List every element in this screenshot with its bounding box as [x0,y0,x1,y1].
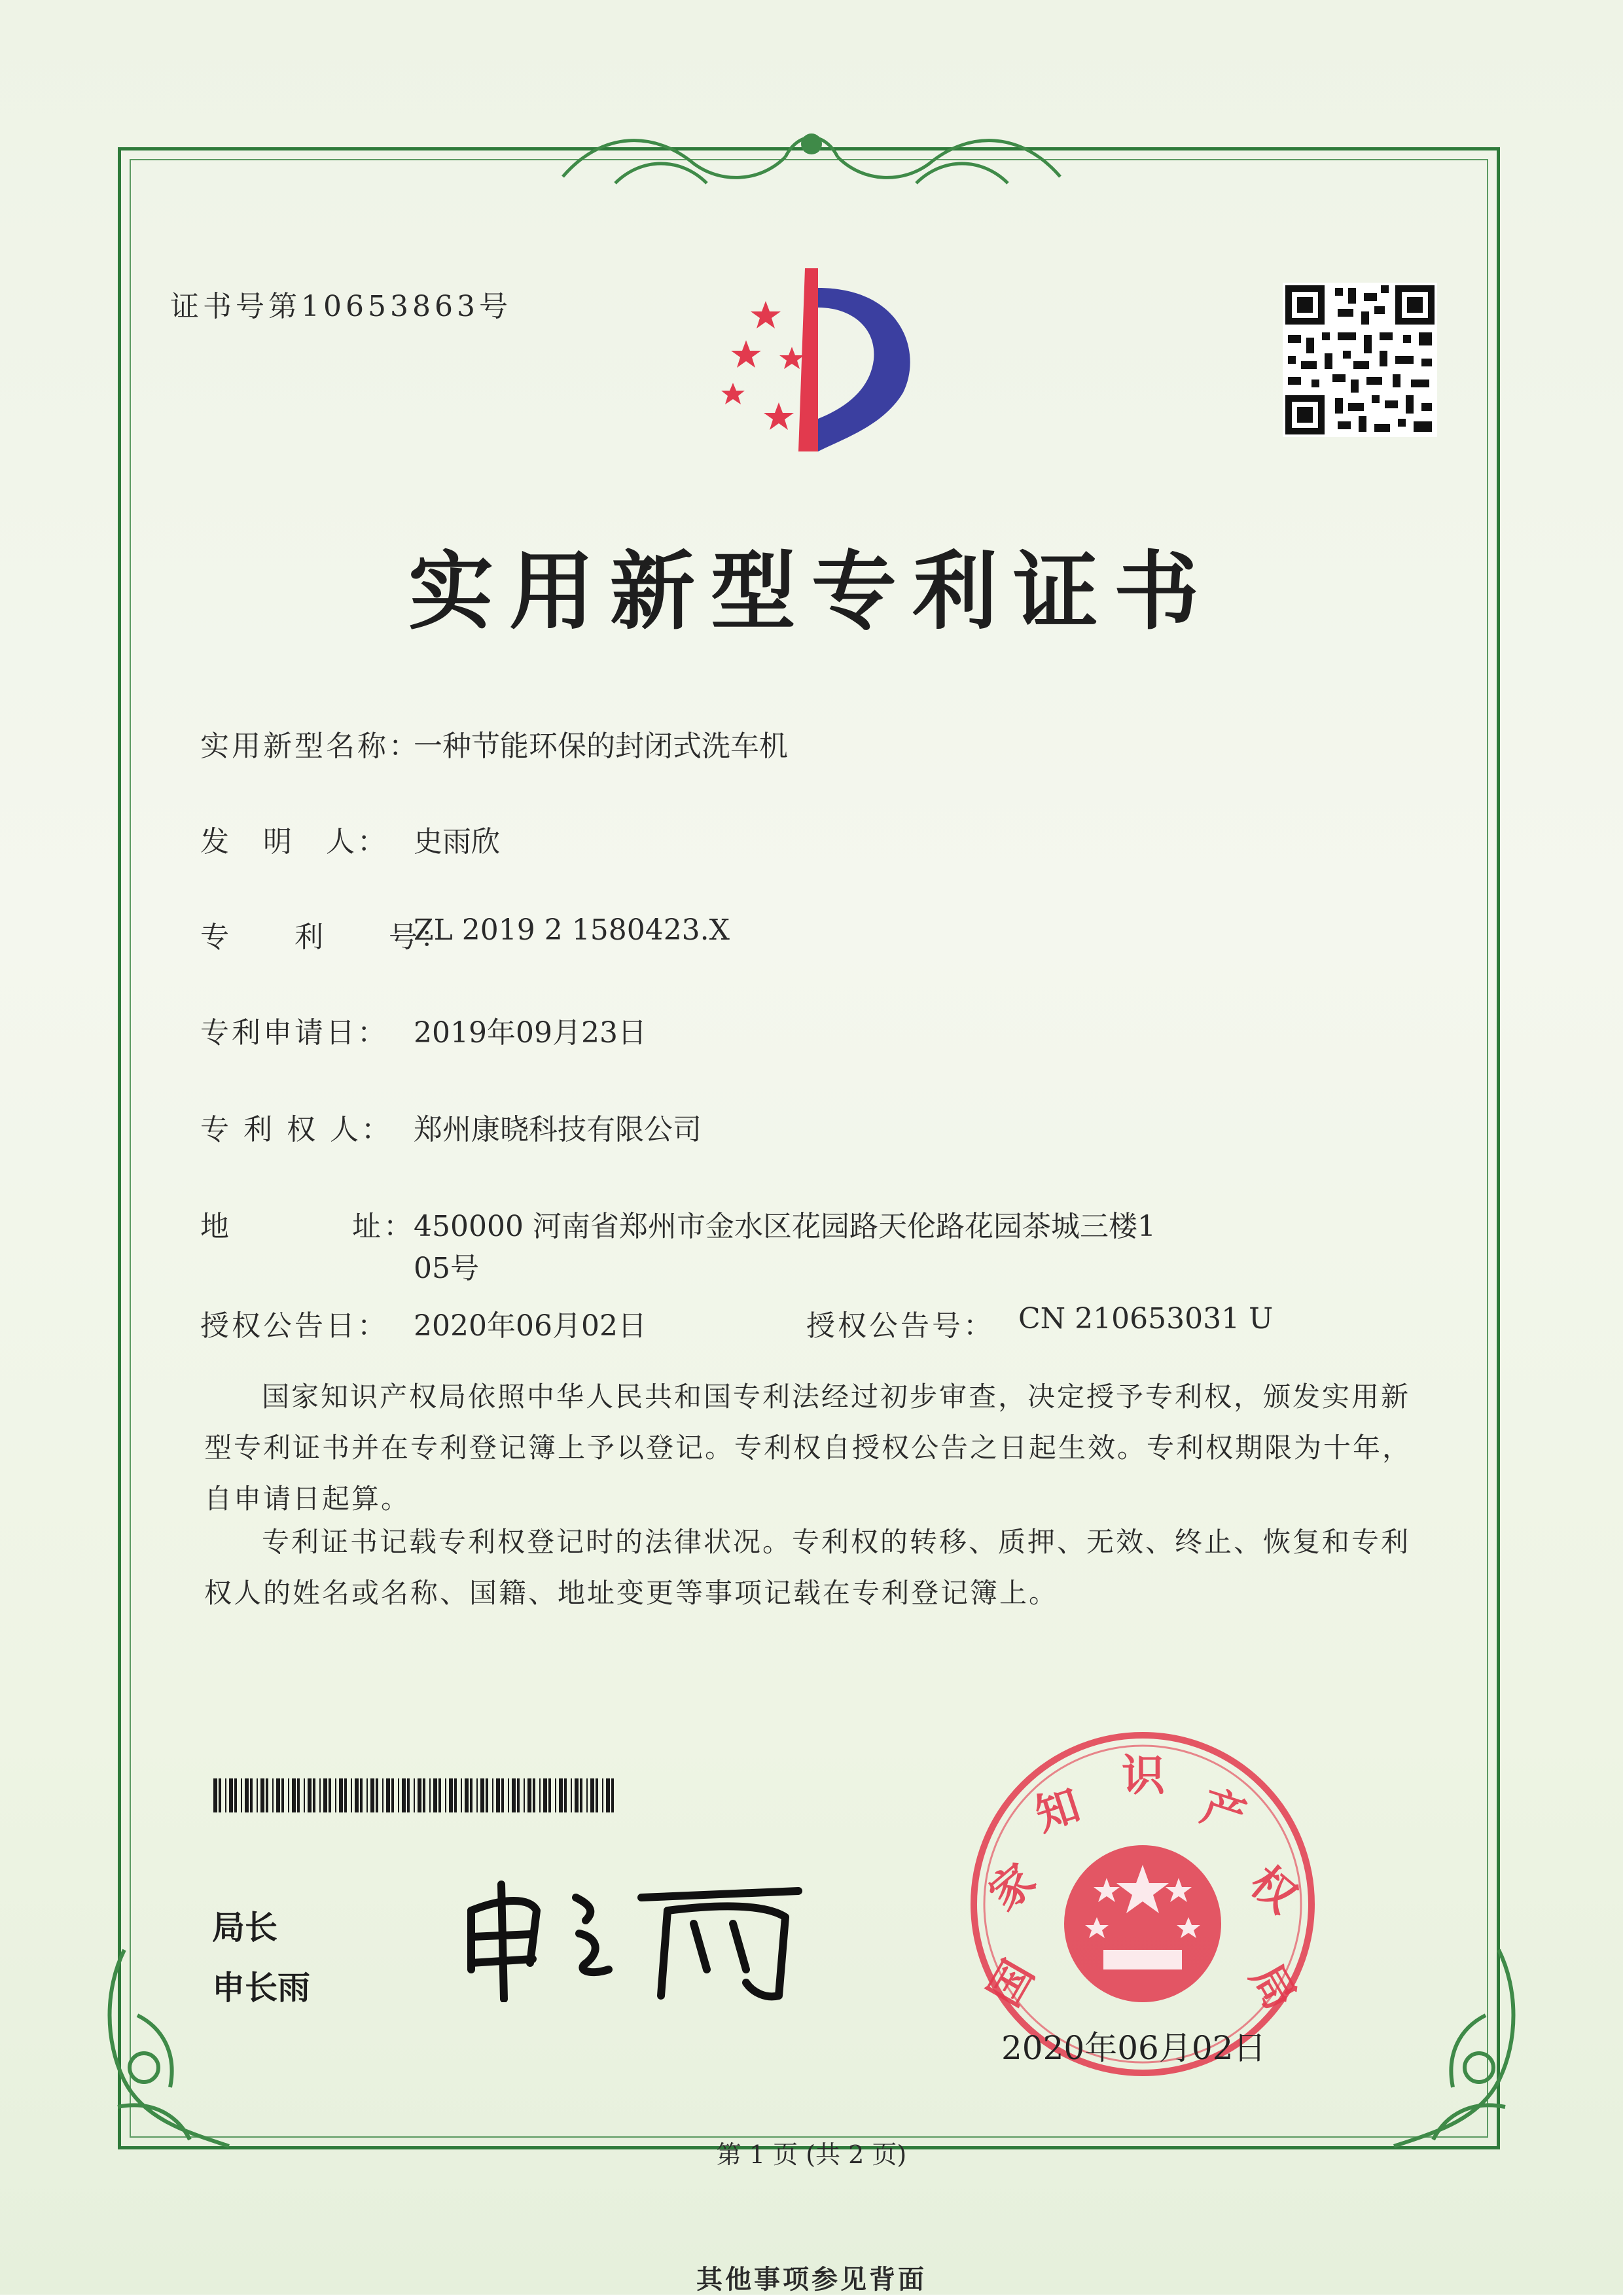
certificate-number: 证书号第10653863号 [170,290,512,323]
name-label: 实用新型名称： [200,730,420,763]
patentee-label: 专 利 权 人： [200,1113,393,1146]
top-ornament [550,118,1073,196]
svg-text:识: 识 [1122,1750,1165,1801]
qr-code-icon [1283,283,1437,437]
grant-number-value: CN 210653031 U [1018,1302,1274,1335]
svg-text:国: 国 [978,1951,1044,2015]
signature-name: 申长雨 [212,1969,310,2007]
certificate-title: 实用新型专利证书 [408,541,1215,641]
address-label-end: 址： [352,1210,415,1243]
svg-text:家: 家 [979,1853,1045,1920]
svg-text:权: 权 [1240,1856,1307,1923]
decision-paragraph: 国家知识产权局依照中华人民共和国专利法经过初步审查，决定授予专利权，颁发实用新型专利证书并在专利登记簿上予以登记。专利权自授权公告之日起生效。专利权期限为十年，自申请日起算。 [204,1381,1412,1515]
name-value: 一种节能环保的封闭式洗车机 [414,730,788,763]
patent-number-value: ZL 2019 2 1580423.X [414,913,730,947]
inventor-value: 史雨欣 [414,825,500,858]
svg-text:局: 局 [1240,1955,1307,2019]
cnipa-logo-icon [687,262,936,458]
seal-date: 2020年06月02日 [1001,2029,1266,2067]
grant-date-label: 授权公告日： [200,1309,389,1343]
page-info: 第 1 页 (共 2 页) [716,2140,907,2169]
patentee-value: 郑州康晓科技有限公司 [414,1113,702,1146]
patent-number-label: 专 利 号： [200,921,452,954]
address-line-2: 05号 [414,1252,479,1285]
grant-number-label: 授权公告号： [806,1309,995,1343]
address-line-1: 450000 河南省郑州市金水区花园路天伦路花园茶城三楼1 [414,1210,1156,1243]
signature-title: 局长 [212,1909,277,1947]
svg-text:产: 产 [1195,1780,1253,1843]
inventor-label: 发 明 人： [200,825,389,858]
grant-date-value: 2020年06月02日 [414,1309,647,1343]
filing-date-value: 2019年09月23日 [414,1016,647,1050]
legal-status-paragraph: 专利证书记载专利权登记时的法律状况。专利权的转移、质押、无效、终止、恢复和专利权人的姓名或名称、国籍、地址变更等事项记载在专利登记簿上。 [204,1526,1411,1609]
address-label-start: 地 [200,1210,232,1243]
footer-note: 其他事项参见背面 [696,2264,927,2295]
svg-text:知: 知 [1029,1778,1086,1841]
filing-date-label: 专利申请日： [200,1016,389,1050]
handwritten-signature [458,1871,825,2002]
barcode-icon [213,1778,616,1812]
